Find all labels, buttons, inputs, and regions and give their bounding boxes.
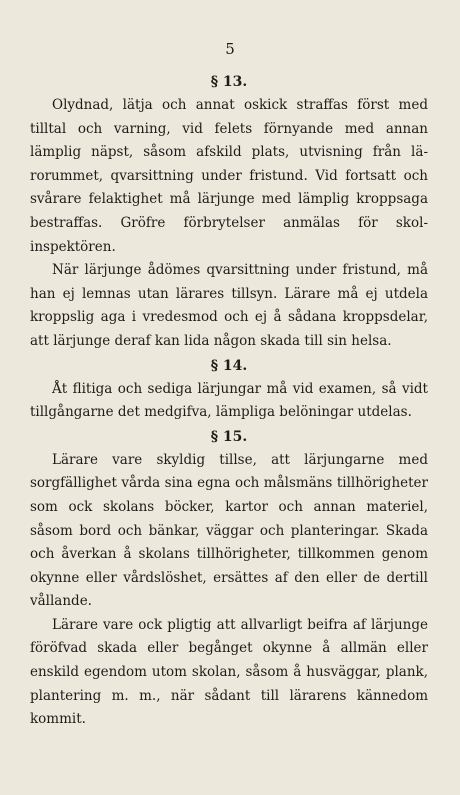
section-13 (30, 70, 428, 354)
paragraph: När lärjunge ådömes qvarsittning under fristund, må han ej lemnas utan lärares tillsyn. Lärare må ej utdela kroppslig aga i vredesmod och ej å sådana kroppsdelar, att lärjunge deraf kan lida någon skada till sin helsa. (30, 262, 428, 349)
section-heading: § 14. (210, 357, 248, 374)
paragraph: Lärare vare ock pligtig att allvarligt beifra af lärjunge föröfvad skada eller begånget okynne å allmän eller enskild egendom utom skolan, såsom å husväggar, plank, plantering m. m., när sådant till lärarens kännedom kommit. (30, 616, 428, 728)
paragraph: Åt flitiga och sediga lärjungar må vid examen, så vidt tillgångarne det medgifva, lämpliga belöningar utdelas. (30, 380, 428, 421)
page-number: 5 (225, 40, 235, 58)
section-14 (30, 354, 428, 425)
section-heading: § 15. (210, 428, 248, 445)
section-15 (30, 425, 428, 732)
section-heading: § 13. (210, 74, 248, 90)
paragraph: Olydnad, lätja och annat oskick straffas först med tilltal och varning, vid felets förnyande med annan lämplig näpst, såsom afskild plats, utvisning från lärorummet, qvarsittning under fristund. Vid fortsatt och svårare felaktighet må lärjunge med lämplig kroppsaga bestraffas. Gröfre förbrytelser anmälas för skolinspektören. (30, 97, 428, 255)
page-body (30, 70, 428, 732)
paragraph: Lärare vare skyldig tillse, att lärjungarne med sorgfällighet vårda sina egna och målsmäns tillhörigheter som ock skolans böcker, kartor och annan materiel, såsom bord och bänkar, väggar och planteringar. Skada och åverkan å skolans tillhörigheter, tillkommen genom okynne eller vårdslöshet, ersättes af den eller de dertill vållande. (30, 451, 428, 610)
